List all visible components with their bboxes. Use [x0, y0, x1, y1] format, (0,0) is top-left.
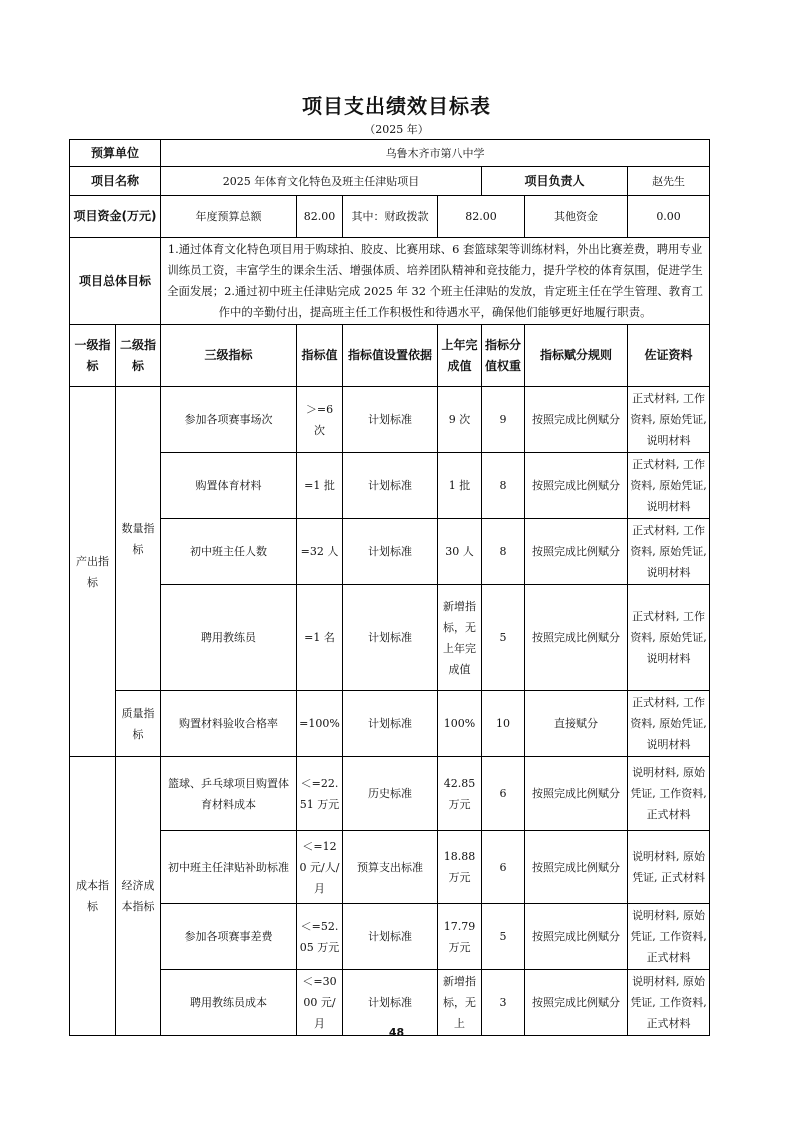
goal-row [70, 238, 710, 325]
table-row [70, 585, 710, 691]
group-quality: 质量指标 [116, 691, 161, 757]
fiscal-label: 其中：财政拨款 [343, 196, 438, 238]
indicator-rule: 按照完成比例赋分 [525, 519, 628, 585]
indicator-basis: 预算支出标准 [343, 831, 438, 904]
funds-row [70, 196, 710, 238]
page-title: 项目支出绩效目标表 [302, 94, 491, 118]
indicator-value: =100% [297, 691, 343, 757]
indicator-evidence: 正式材料, 工作资料, 原始凭证, 说明材料 [628, 387, 710, 453]
indicator-basis: 计划标准 [343, 970, 438, 1036]
indicator-basis: 计划标准 [343, 453, 438, 519]
indicator-basis: 计划标准 [343, 904, 438, 970]
table-row [70, 453, 710, 519]
header-evidence: 佐证资料 [628, 325, 710, 387]
header-weight: 指标分值权重 [482, 325, 525, 387]
indicator-name: 聘用教练员成本 [161, 970, 297, 1036]
indicator-rule: 按照完成比例赋分 [525, 970, 628, 1036]
table-row [70, 387, 710, 453]
indicator-name: 初中班主任人数 [161, 519, 297, 585]
indicator-basis: 历史标准 [343, 757, 438, 831]
indicator-weight: 9 [482, 387, 525, 453]
header-level2: 二级指标 [116, 325, 161, 387]
table-row [70, 757, 710, 831]
indicator-evidence: 说明材料, 原始凭证, 工作资料, 正式材料 [628, 970, 710, 1036]
header-value: 指标值 [297, 325, 343, 387]
fiscal-value: 82.00 [438, 196, 525, 238]
indicator-rule: 按照完成比例赋分 [525, 904, 628, 970]
indicator-value: ＜=22.51 万元 [297, 757, 343, 831]
indicator-evidence: 说明材料, 原始凭证, 正式材料 [628, 831, 710, 904]
indicator-basis: 计划标准 [343, 691, 438, 757]
indicator-name: 聘用教练员 [161, 585, 297, 691]
indicator-evidence: 正式材料, 工作资料, 原始凭证, 说明材料 [628, 585, 710, 691]
goal-label: 项目总体目标 [70, 238, 161, 325]
unit-value: 乌鲁木齐市第八中学 [161, 140, 710, 167]
unit-label: 预算单位 [70, 140, 161, 167]
indicator-weight: 6 [482, 831, 525, 904]
project-name-value: 2025 年体育文化特色及班主任津贴项目 [161, 167, 482, 196]
owner-label: 项目负责人 [482, 167, 628, 196]
indicator-value: ＜=52.05 万元 [297, 904, 343, 970]
indicator-evidence: 正式材料, 工作资料, 原始凭证, 说明材料 [628, 519, 710, 585]
goal-text: 1.通过体育文化特色项目用于购球拍、胶皮、比赛用球、6 套篮球架等训练材料，外出比赛差费，聘用专业训练员工资，丰富学生的课余生活、增强体质、培养团队精神和竞技能力，提升学校的体育氛围，促进学生全面发展；2.通过初中班主任津贴完成 2025 年 32 个班主任津贴的发放，肯定班主任在学生管理、教育工作中的辛勤付出，提高班主任工作积极性和待遇水平，确保他们能够更好地履行职责。 [161, 238, 710, 325]
header-rule: 指标赋分规则 [525, 325, 628, 387]
unit-row [70, 140, 710, 167]
indicator-name: 购置材料验收合格率 [161, 691, 297, 757]
header-row [70, 325, 710, 387]
indicator-last-year: 新增指标，无上年完成值 [438, 585, 482, 691]
indicator-weight: 10 [482, 691, 525, 757]
indicator-last-year: 1 批 [438, 453, 482, 519]
header-basis: 指标值设置依据 [343, 325, 438, 387]
project-name-label: 项目名称 [70, 167, 161, 196]
indicator-last-year: 18.88 万元 [438, 831, 482, 904]
indicator-name: 篮球、乒乓球项目购置体育材料成本 [161, 757, 297, 831]
group-cost: 成本指标 [70, 757, 116, 1036]
indicator-value: ＞=6 次 [297, 387, 343, 453]
indicator-rule: 按照完成比例赋分 [525, 757, 628, 831]
group-economic: 经济成本指标 [116, 757, 161, 1036]
indicator-last-year: 新增指标，无上 [438, 970, 482, 1036]
indicator-last-year: 30 人 [438, 519, 482, 585]
indicator-rule: 按照完成比例赋分 [525, 585, 628, 691]
other-funds-value: 0.00 [628, 196, 710, 238]
group-output: 产出指标 [70, 387, 116, 757]
performance-target-table [69, 139, 710, 1036]
annual-budget-label: 年度预算总额 [161, 196, 297, 238]
indicator-rule: 按照完成比例赋分 [525, 387, 628, 453]
indicator-rule: 按照完成比例赋分 [525, 831, 628, 904]
indicator-evidence: 正式材料, 工作资料, 原始凭证, 说明材料 [628, 691, 710, 757]
indicator-last-year: 17.79 万元 [438, 904, 482, 970]
indicator-value: ＜=3000 元/月 [297, 970, 343, 1036]
indicator-evidence: 正式材料, 工作资料, 原始凭证, 说明材料 [628, 453, 710, 519]
indicator-last-year: 9 次 [438, 387, 482, 453]
indicator-evidence: 说明材料, 原始凭证, 工作资料, 正式材料 [628, 757, 710, 831]
funds-label: 项目资金(万元) [70, 196, 161, 238]
table-row [70, 831, 710, 904]
indicator-name: 初中班主任津贴补助标准 [161, 831, 297, 904]
indicator-value: =1 批 [297, 453, 343, 519]
annual-budget-value: 82.00 [297, 196, 343, 238]
group-quantity: 数量指标 [116, 387, 161, 691]
indicator-weight: 3 [482, 970, 525, 1036]
indicator-value: =1 名 [297, 585, 343, 691]
header-level3: 三级指标 [161, 325, 297, 387]
indicator-last-year: 100% [438, 691, 482, 757]
indicator-name: 购置体育材料 [161, 453, 297, 519]
indicator-weight: 5 [482, 904, 525, 970]
year-label: （2025 年） [364, 123, 429, 136]
indicator-name: 参加各项赛事场次 [161, 387, 297, 453]
owner-value: 赵先生 [628, 167, 710, 196]
indicator-weight: 8 [482, 453, 525, 519]
indicator-last-year: 42.85 万元 [438, 757, 482, 831]
table-row [70, 519, 710, 585]
indicator-rule: 直接赋分 [525, 691, 628, 757]
indicator-value: =32 人 [297, 519, 343, 585]
table-row [70, 691, 710, 757]
project-name-row [70, 167, 710, 196]
page-number: 48 [388, 1026, 405, 1039]
other-funds-label: 其他资金 [525, 196, 628, 238]
indicator-weight: 6 [482, 757, 525, 831]
table-row [70, 904, 710, 970]
indicator-value: ＜=120 元/人/月 [297, 831, 343, 904]
indicator-basis: 计划标准 [343, 387, 438, 453]
indicator-name: 参加各项赛事差费 [161, 904, 297, 970]
indicator-basis: 计划标准 [343, 585, 438, 691]
header-last-year: 上年完成值 [438, 325, 482, 387]
indicator-evidence: 说明材料, 原始凭证, 工作资料, 正式材料 [628, 904, 710, 970]
indicator-weight: 5 [482, 585, 525, 691]
indicator-rule: 按照完成比例赋分 [525, 453, 628, 519]
indicator-weight: 8 [482, 519, 525, 585]
header-level1: 一级指标 [70, 325, 116, 387]
indicator-basis: 计划标准 [343, 519, 438, 585]
